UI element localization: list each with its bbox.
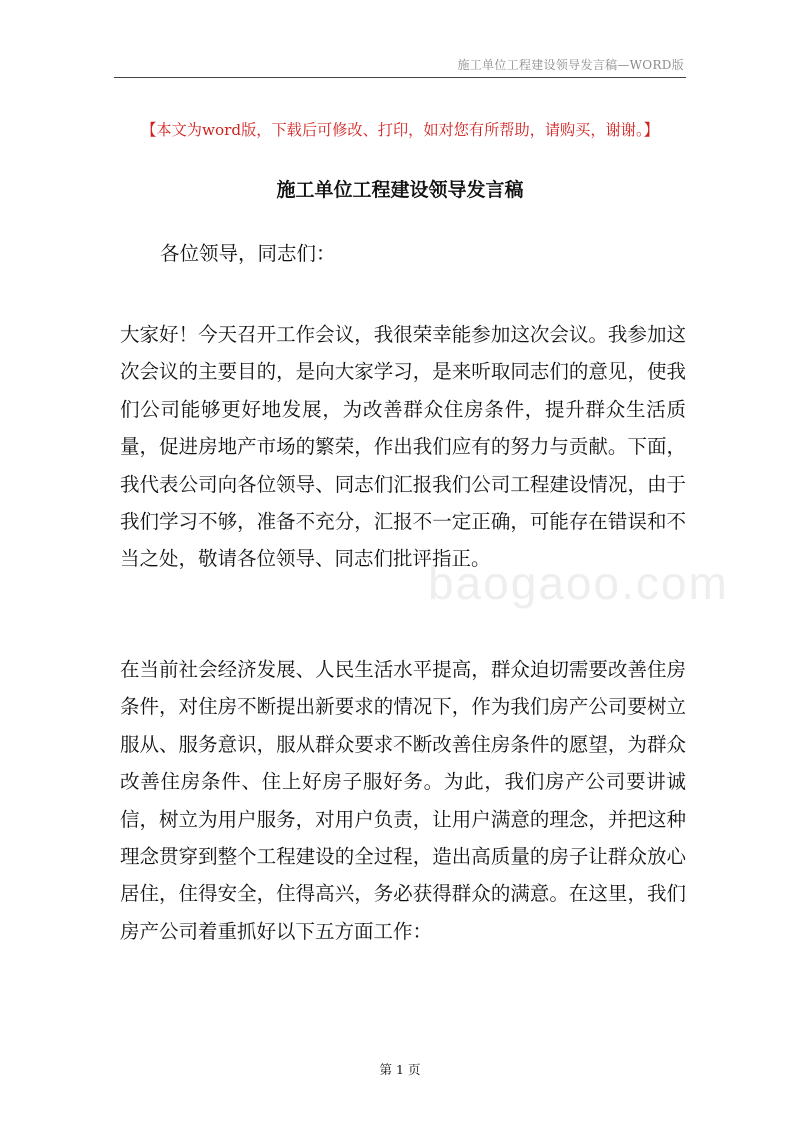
header-divider <box>114 77 686 78</box>
running-header: 施工单位工程建设领导发言稿—WORD版 <box>457 58 684 72</box>
watermark: baogaoo.com <box>428 557 729 609</box>
purchase-notice: 【本文为word版，下载后可修改、打印，如对您有所帮助，请购买，谢谢。】 <box>141 121 659 139</box>
salutation: 各位领导，同志们： <box>160 242 336 265</box>
body-paragraph-1: 大家好！今天召开工作会议，我很荣幸能参加这次会议。我参加这次会议的主要目的，是向大家学习，是来听取同志们的意见，使我们公司能够更好地发展，为改善群众住房条件，提升群众生活质量，促进房地产市场的繁荣，作出我们应有的努力与贡献。下面，我代表公司向各位领导、同志们汇报我们公司工程建设情况，由于我们学习不够，准备不充分，汇报不一定正确，可能存在错误和不当之处，敬请各位领导、同志们批评指正。 <box>120 323 686 571</box>
page-number: 第 1 页 <box>379 1062 421 1077</box>
document-title: 施工单位工程建设领导发言稿 <box>276 179 524 201</box>
body-paragraph-2: 在当前社会经济发展、人民生活水平提高，群众迫切需要改善住房条件，对住房不断提出新要求的情况下，作为我们房产公司要树立服从、服务意识，服从群众要求不断改善住房条件的愿望，为群众改善住房条件、住上好房子服好务。为此，我们房产公司要讲诚信，树立为用户服务，对用户负责，让用户满意的理念，并把这种理念贯穿到整个工程建设的全过程，造出高质量的房子让群众放心居住，住得安全，住得高兴，务必获得群众的满意。在这里，我们房产公司着重抓好以下五方面工作： <box>120 658 686 943</box>
